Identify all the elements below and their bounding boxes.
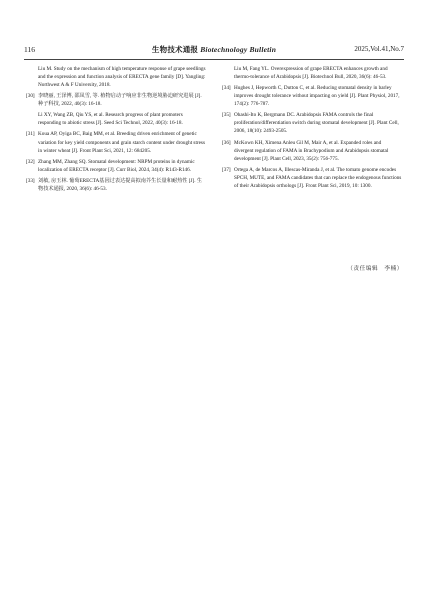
page-header xyxy=(24,44,404,58)
reference-item xyxy=(26,92,206,108)
reference-item xyxy=(26,111,206,127)
reference-item xyxy=(222,84,402,108)
journal-title-en: Biotechnology Bulletin xyxy=(200,45,277,54)
reference-text: Li XY, Wang ZB, Qiu YS, et al. Research progress of plant promoters responding to abiotic stress [J]. Seed Sci Technol, 2022, 40(3): 16-18. xyxy=(38,112,183,127)
journal-title-cn: 生物技术通报 xyxy=(151,45,199,54)
reference-number: [33] xyxy=(26,177,35,184)
reference-number: [30] xyxy=(26,93,35,100)
reference-item xyxy=(26,177,206,193)
reference-item xyxy=(222,111,402,135)
issue-info: 2025,Vol.41,No.7 xyxy=(354,45,404,53)
references-left-column xyxy=(26,65,206,196)
reference-text: Liu M. Study on the mechanism of high temperature response of grape seedlings and the expression and function analysis of ERECTA gene family [D]. Yangling: Northwest A & F University, 2018. xyxy=(38,66,206,89)
responsible-editor: （责任编辑 李楠） xyxy=(347,266,403,272)
reference-item xyxy=(222,166,402,190)
header-divider xyxy=(24,59,404,60)
reference-text: Liu M, Fang YL. Overexpression of grape ERECTA enhances growth and thermo-tolerance of Arabidopsis [J]. Biotechnol Bull, 2020, 36(6): 46-53. xyxy=(234,66,388,81)
reference-item xyxy=(26,65,206,89)
reference-text: Koua AP, Oyiga BC, Baig MM, et al. Breeding driven enrichment of genetic variation for key yield components and grain starch content under drought stress in winter wheat [J]. Front Plant Sci, 2021, 12: 684205. xyxy=(38,131,205,154)
reference-number: [37] xyxy=(222,166,231,173)
reference-number: [32] xyxy=(26,158,35,165)
reference-text: McKown KH, Ximena Anleu Gil M, Mair A, et al. Expanded roles and divergent regulation of FAMA in Brachypodium and Arabidopsis stomatal development [J]. Plant Cell, 2023, 35(2): 756-775. xyxy=(234,139,389,162)
reference-item xyxy=(26,158,206,174)
reference-text: Hughes J, Hepworth C, Dutton C, et al. Reducing stomatal density in barley improves drought tolerance without impacting on yield [J]. Plant Physiol, 2017, 174(2): 776-787. xyxy=(234,85,400,108)
reference-item xyxy=(222,65,402,81)
reference-item xyxy=(222,139,402,163)
reference-item xyxy=(26,130,206,154)
references-right-column xyxy=(222,65,402,193)
reference-text: Ortega A, de Marcos A, Illescas-Miranda J, et al. The tomato genome encodes SPCH, MUTE, and FAMA candidates that can replace the endogenous functions of their Arabidopsis orthologs [J]. Front Plant Sci, 2019, 10: 1300. xyxy=(234,166,402,189)
reference-text: Zhang MM, Zhang SQ. Stomatal development: NRPM proteins in dynamic localization of ERECTA receptor [J]. Curr Biol, 2024, 34(4): R143-R146. xyxy=(38,158,195,173)
journal-title xyxy=(24,44,404,55)
reference-number: [31] xyxy=(26,131,35,138)
page-number: 116 xyxy=(24,45,35,54)
reference-text: 刘敏, 房玉林. 葡萄ERECTA基因过表达提高拟南芥生长量和耐热性 [J]. 生物技术通报, 2020, 36(6): 46-53. xyxy=(38,177,202,192)
reference-number: [35] xyxy=(222,112,231,119)
reference-text: Ohashi-Ito K, Bergmann DC. Arabidopsis FAMA controls the final proliferation/differentiation switch during stomatal development [J]. Plant Cell, 2006, 18(10): 2493-2505. xyxy=(234,112,399,135)
reference-number: [36] xyxy=(222,139,231,146)
reference-number: [34] xyxy=(222,85,231,92)
reference-text: 李晓丽, 王泽博, 邵凤雪, 等. 植物启动子响应非生物逆境胁迫研究进展 [J]. 种子科技, 2022, 40(3): 16-18. xyxy=(38,93,202,108)
